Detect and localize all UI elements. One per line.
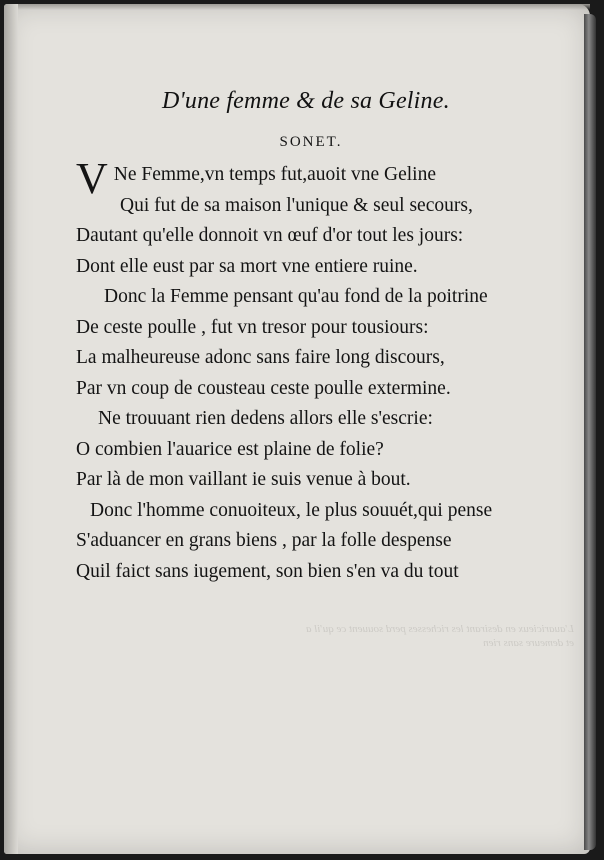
poem-line-13: S'aduancer en grans biens , par la folle despense xyxy=(76,530,452,551)
poem-line-8: Par vn coup de cousteau ceste poulle extermine. xyxy=(76,377,451,399)
poem-line-2: Qui fut de sa maison l'unique & seul secours, xyxy=(120,194,473,216)
poem-line-3: Dautant qu'elle donnoit vn œuf d'or tout les jours: xyxy=(76,225,464,246)
page-top-shadow xyxy=(18,4,590,10)
page-gutter xyxy=(4,4,18,854)
drop-capital: V xyxy=(76,154,108,203)
poem-line-4: Dont elle eust par sa mort vne entiere ruine. xyxy=(76,255,418,277)
book-page xyxy=(4,4,590,854)
poem-line-5: Donc la Femme pensant qu'au fond de la poitrine xyxy=(104,286,488,307)
poem-heading: SONET. xyxy=(279,134,343,150)
poem-line-10: O combien l'auarice est plaine de folie? xyxy=(76,438,384,460)
poem-line-7: La malheureuse adonc sans faire long discours, xyxy=(76,347,445,368)
show-through-text: L'auaricieux en desirant les richesses perd souuent ce qu'il a et demeure sans rien xyxy=(306,623,574,649)
poem-body xyxy=(76,154,576,587)
poem-line-1: V Ne Femme,vn temps fut,auoit vne Geline xyxy=(76,154,436,203)
poem-line-6: De ceste poulle , fut vn tresor pour tousiours: xyxy=(76,316,429,338)
poem-line-14: Quil faict sans iugement, son bien s'en va du tout xyxy=(76,560,459,582)
poem-line-9: Ne trouuant rien dedens allors elle s'escrie: xyxy=(98,408,433,429)
poem-line-11: Par là de mon vaillant ie suis venue à bout. xyxy=(76,469,411,490)
poem-line-12: Donc l'homme conuoiteux, le plus souuét,qui pense xyxy=(90,499,493,521)
poem-title: D'une femme & de sa Geline. xyxy=(162,88,450,114)
